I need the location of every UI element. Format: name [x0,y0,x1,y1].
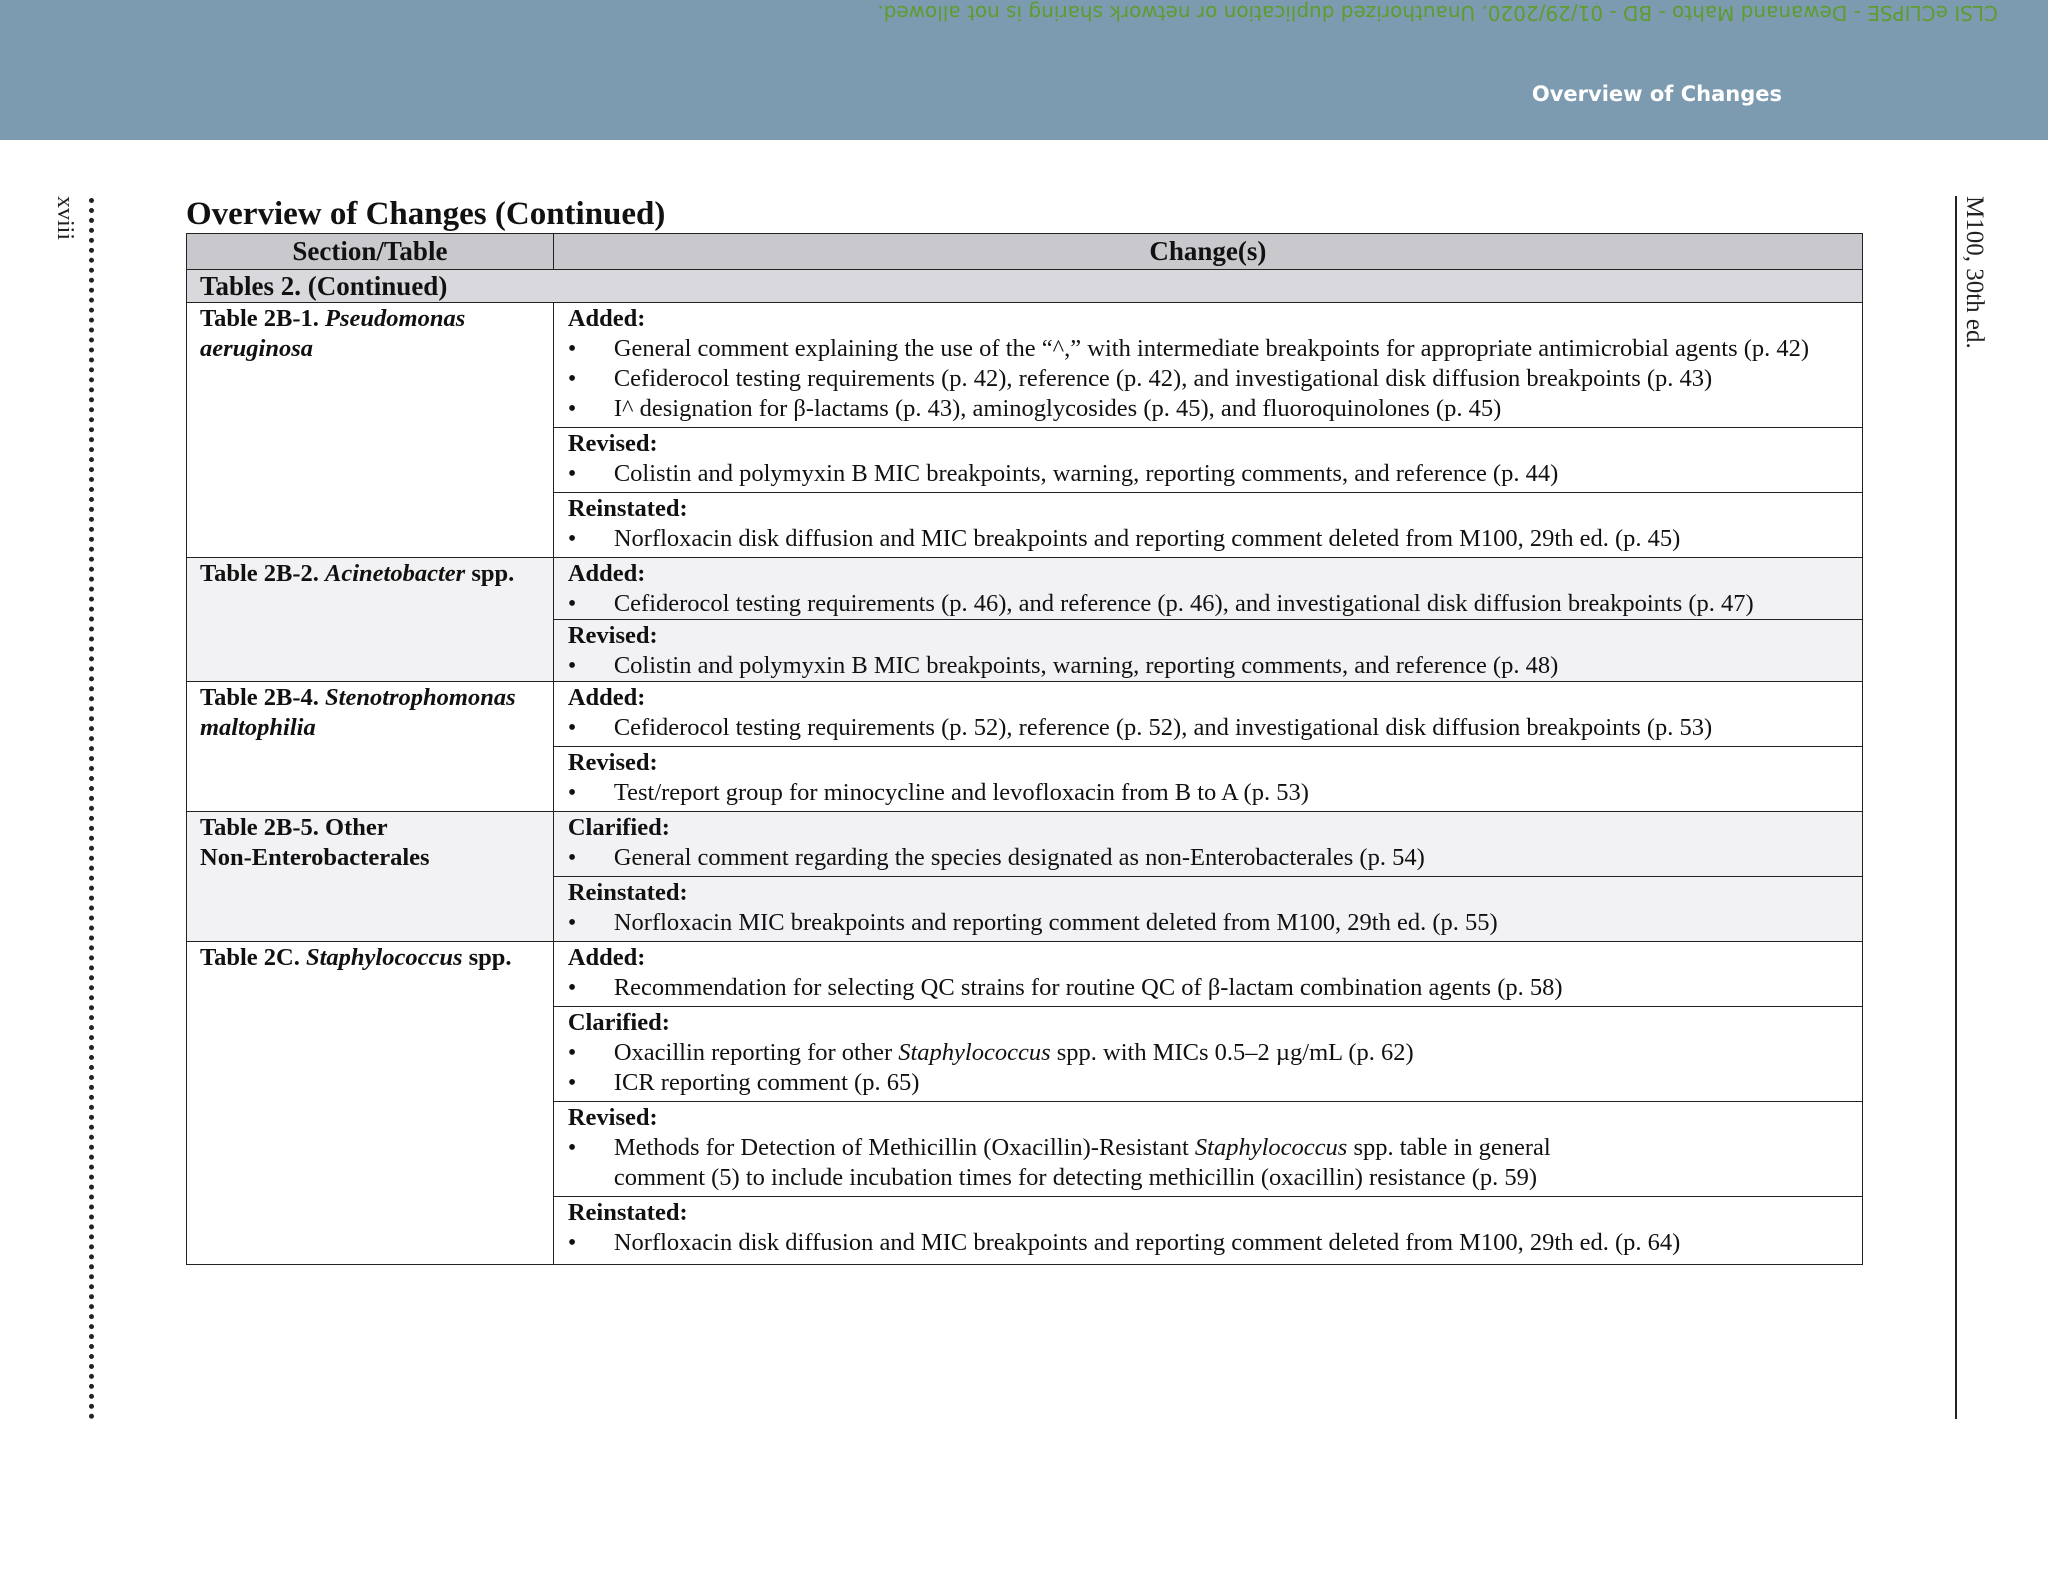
list-item: • Norfloxacin MIC breakpoints and reporting comment deleted from M100, 29th ed. (p. 55) [568,908,1856,938]
list-item: • Cefiderocol testing requirements (p. 52), reference (p. 52), and investigational disk diffusion breakpoints (p. 53) [568,713,1856,743]
item-text: spp. with MICs 0.5–2 µg/mL (p. 62) [1056,1039,1414,1066]
table-row [187,682,1863,747]
change-type: Revised: [567,749,658,776]
change-type: Clarified: [567,814,670,841]
change-type: Added: [567,944,646,971]
list-item [568,1133,1856,1193]
table-header-row [187,234,1863,270]
list-item: • Colistin and polymyxin B MIC breakpoints, warning, reporting comments, and reference (p. 44) [568,459,1856,489]
section-organism: Non-Enterobacterales [200,844,430,871]
change-block [553,747,1862,812]
table-row [187,303,1863,428]
section-cell [187,942,554,1265]
change-block [553,428,1862,493]
margin-rule [1955,196,1957,1419]
change-block [553,493,1862,558]
change-block [553,303,1862,428]
section-prefix: Table 2C. [200,944,300,971]
change-block [553,942,1862,1007]
change-block [553,1007,1862,1102]
change-type: Reinstated: [567,495,688,522]
list-item: • Colistin and polymyxin B MIC breakpoints, warning, reporting comments, and reference (p. 48) [568,651,1856,681]
change-type: Clarified: [567,1009,670,1036]
item-text: spp. table in general comment (5) to include incubation times for detecting methicillin (oxacillin) resistance (p. 59) [613,1134,1551,1191]
license-watermark: CLSI eCLIPSE - Dewanand Mahto - BD - 01/29/2020. Unauthorized duplication or network sharing is not allowed. [877,1,1998,25]
section-suffix: spp. [471,560,515,587]
list-item [568,1038,1856,1068]
change-list [568,334,1856,424]
section-cell [187,558,554,682]
section-organism: Stenotrophomonas maltophilia [200,684,516,741]
list-item: • I^ designation for β-lactams (p. 43), aminoglycosides (p. 45), and fluoroquinolones (p. 45) [568,394,1856,424]
change-type: Revised: [567,622,658,649]
change-list [568,1038,1856,1098]
page-number: xviii [52,196,78,241]
section-organism: Staphylococcus [305,944,463,971]
change-type: Revised: [567,1104,658,1131]
changes-table [186,233,1863,1265]
change-type: Added: [567,305,646,332]
list-item: • Cefiderocol testing requirements (p. 42), reference (p. 42), and investigational disk diffusion breakpoints (p. 43) [568,364,1856,394]
change-block-group [553,558,1862,682]
list-item: • Test/report group for minocycline and levofloxacin from B to A (p. 53) [568,778,1856,808]
change-block [553,812,1862,877]
list-item: • General comment regarding the species designated as non-Enterobacterales (p. 54) [568,843,1856,873]
change-type: Reinstated: [567,1199,688,1226]
change-list [568,651,1856,681]
section-cell [187,682,554,812]
change-list [568,1228,1856,1258]
section-organism: Pseudomonas aeruginosa [200,305,466,362]
running-header-title: Overview of Changes [1531,82,1782,106]
table-group-row [187,270,1863,303]
list-item: • Cefiderocol testing requirements (p. 46), and reference (p. 46), and investigational disk diffusion breakpoints (p. 47) [568,589,1856,619]
list-item: • Norfloxacin disk diffusion and MIC breakpoints and reporting comment deleted from M100, 29th ed. (p. 64) [568,1228,1856,1258]
change-list [568,1133,1856,1193]
change-block [553,682,1862,747]
header-band [0,0,2048,140]
table-row [187,558,1863,682]
change-list [568,459,1856,489]
list-item: • ICR reporting comment (p. 65) [568,1068,1856,1098]
section-cell [187,303,554,558]
column-header-section: Section/Table [187,234,554,270]
table-row [187,942,1863,1007]
change-list [568,973,1856,1003]
item-text: Methods for Detection of Methicillin (Oxacillin)-Resistant [613,1134,1189,1161]
change-type: Added: [567,560,646,587]
change-block [554,620,1862,681]
change-type: Revised: [567,430,658,457]
table-row [187,812,1863,877]
change-block [553,1102,1862,1197]
list-item: • Recommendation for selecting QC strains for routine QC of β-lactam combination agents (p. 58) [568,973,1856,1003]
section-cell [187,812,554,942]
change-list [568,778,1856,808]
item-organism: Staphylococcus [1194,1134,1348,1161]
section-prefix: Table 2B-5. Other [200,814,388,841]
change-type: Reinstated: [567,879,688,906]
change-block [553,1197,1862,1265]
change-list [568,713,1856,743]
page-title: Overview of Changes (Continued) [186,196,666,232]
item-organism: Staphylococcus [898,1039,1051,1066]
change-list [568,524,1856,554]
section-suffix: spp. [468,944,512,971]
change-block [554,558,1862,620]
section-prefix: Table 2B-2. [200,560,319,587]
change-list [568,589,1856,619]
document-edition-label: M100, 30th ed. [1961,196,1988,349]
group-label: Tables 2. (Continued) [187,270,1863,303]
list-item: • General comment explaining the use of the “^,” with intermediate breakpoints for appropriate antimicrobial agents (p. 42) [568,334,1856,364]
section-organism: Acinetobacter [325,560,466,587]
change-block [553,877,1862,942]
list-item: • Norfloxacin disk diffusion and MIC breakpoints and reporting comment deleted from M100, 29th ed. (p. 45) [568,524,1856,554]
change-list [568,843,1856,873]
column-header-changes: Change(s) [553,234,1862,270]
section-prefix: Table 2B-1. [200,305,319,332]
section-prefix: Table 2B-4. [200,684,319,711]
change-type: Added: [567,684,646,711]
change-list [568,908,1856,938]
item-text: Oxacillin reporting for other [613,1039,893,1066]
dotted-margin-rule [89,198,95,1420]
